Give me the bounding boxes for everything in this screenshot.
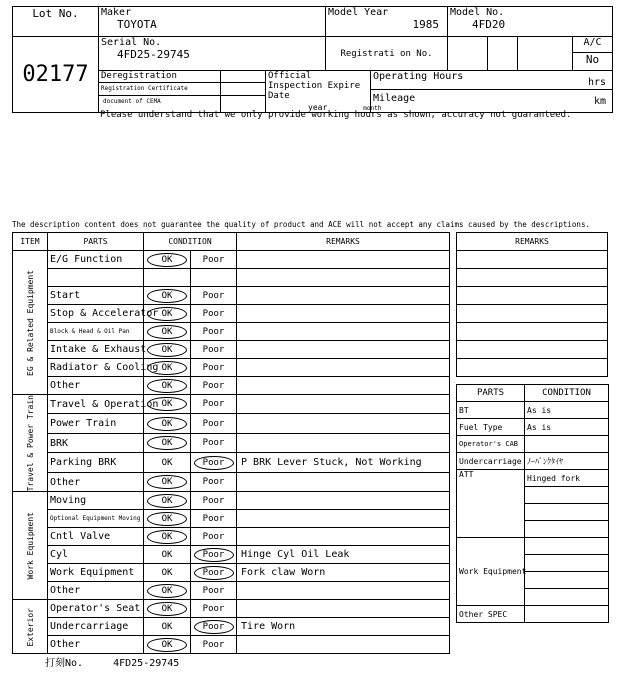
condition-row [13, 359, 450, 377]
remark-cell [237, 341, 450, 359]
remark-cell [237, 414, 450, 433]
vehicle-info-header [12, 6, 613, 113]
circled-condition-option: OK [147, 494, 187, 508]
remark-cell [237, 251, 450, 269]
part-name: Intake & Exhaust [48, 341, 144, 359]
condition-row [13, 287, 450, 305]
remark-cell [237, 636, 450, 654]
condition-ok [144, 636, 191, 654]
side-remarks-row [457, 341, 608, 359]
ac-value: No [585, 53, 600, 66]
serial-no-cell [99, 37, 326, 71]
ac-cell [573, 37, 613, 71]
circled-condition-option: OK [147, 436, 187, 450]
condition-row [13, 564, 450, 582]
condition-row [13, 395, 450, 414]
spec-cond-blank [525, 589, 609, 606]
condition-poor [191, 287, 237, 305]
spec-table [456, 384, 609, 623]
circled-condition-option: OK [147, 397, 187, 411]
condition-ok [144, 546, 191, 564]
condition-ok [144, 341, 191, 359]
spec-cond-blank [525, 572, 609, 589]
side-remarks-row [457, 287, 608, 305]
condition-poor [191, 453, 237, 472]
circled-condition-option: OK [147, 343, 187, 357]
spec-parts-header: PARTS [457, 385, 525, 402]
category-label: EG & Related Equipment [25, 269, 35, 376]
condition-ok [144, 395, 191, 414]
part-name [48, 269, 144, 287]
disclaimer: The description content does not guarantee the quality of product and ACE will not accept any claims caused by the descriptions. [12, 220, 590, 229]
condition-ok [144, 582, 191, 600]
inspection-label: Official Inspection Expire Date [268, 71, 361, 101]
circled-condition-option: OK [147, 638, 187, 652]
spec-cond [525, 538, 609, 555]
condition-ok [144, 287, 191, 305]
model-no-value: 4FD20 [472, 18, 506, 31]
condition-option: Poor [202, 380, 225, 391]
condition-option: Poor [202, 531, 225, 542]
condition-row [13, 414, 450, 433]
condition-ok [144, 472, 191, 492]
condition-option: Poor [202, 362, 225, 373]
condition-row [13, 251, 450, 269]
condition-ok [144, 269, 191, 287]
circled-condition-option: OK [147, 361, 187, 375]
part-name: Block & Head & Oil Pan [48, 323, 144, 341]
condition-option: Poor [202, 603, 225, 614]
condition-option: Poor [202, 477, 225, 488]
condition-option: Poor [202, 344, 225, 355]
condition-row [13, 305, 450, 323]
item-header: ITEM [13, 233, 48, 251]
spec-condition-header: CONDITION [525, 385, 609, 402]
model-no-label: Model No. [450, 7, 505, 18]
condition-ok [144, 453, 191, 472]
registration-box-1 [448, 37, 488, 71]
part-name: Optional Equipment Moving [48, 510, 144, 528]
condition-poor [191, 492, 237, 510]
condition-ok [144, 492, 191, 510]
operating-hours-label: Operating Hours [373, 71, 464, 82]
condition-option: OK [161, 567, 173, 578]
remark-cell [237, 395, 450, 414]
registration-cert-label: Registration Certificate [99, 83, 220, 96]
condition-row [13, 510, 450, 528]
condition-ok [144, 433, 191, 452]
spec-cond-blank [525, 555, 609, 572]
condition-row [13, 618, 450, 636]
deregistration-values [221, 71, 266, 113]
condition-row [13, 269, 450, 287]
condition-poor [191, 305, 237, 323]
model-year-value: 1985 [412, 18, 439, 31]
part-name: Stop & Accelerator [48, 305, 144, 323]
circled-condition-option: OK [147, 417, 187, 431]
spec-cond: Hinged fork [525, 470, 609, 487]
remark-cell: Tire Worn [237, 618, 450, 636]
circled-condition-option: OK [147, 530, 187, 544]
spec-cond-blank [525, 487, 609, 504]
spec-part: ATT [457, 470, 525, 538]
condition-poor [191, 323, 237, 341]
condition-row [13, 546, 450, 564]
model-year-label: Model Year [328, 7, 389, 18]
lot-no-label: Lot No. [13, 7, 99, 37]
month-label: month [363, 105, 382, 112]
condition-option: Poor [202, 495, 225, 506]
side-remarks-row [457, 251, 608, 269]
maker-cell [99, 7, 326, 37]
part-name: Moving [48, 492, 144, 510]
condition-row [13, 377, 450, 395]
serial-no-value: 4FD25-29745 [117, 48, 190, 61]
spec-cond-blank [525, 521, 609, 538]
part-name: Other [48, 377, 144, 395]
circled-condition-option: OK [147, 512, 187, 526]
condition-ok [144, 618, 191, 636]
side-remarks-header: REMARKS [457, 233, 608, 251]
condition-option: OK [161, 621, 173, 632]
spec-cond: As is [525, 419, 609, 436]
condition-row [13, 600, 450, 618]
hours-notice: Please understand that we only provide working hours as shown, accuracy not guaranteed. [100, 110, 572, 120]
maker-value: TOYOTA [117, 18, 157, 31]
part-name: Other [48, 636, 144, 654]
condition-poor [191, 377, 237, 395]
condition-ok [144, 305, 191, 323]
condition-poor [191, 433, 237, 452]
remark-cell: P BRK Lever Stuck, Not Working [237, 453, 450, 472]
spec-cond-blank [525, 504, 609, 521]
condition-poor [191, 472, 237, 492]
serial-no-label: Serial No. [101, 37, 162, 48]
part-name: Cyl [48, 546, 144, 564]
remark-cell [237, 287, 450, 305]
deregistration-cell [99, 71, 221, 113]
circled-condition-option: OK [147, 289, 187, 303]
condition-poor [191, 251, 237, 269]
lot-number: 02177 [13, 37, 99, 113]
spec-cond [525, 606, 609, 623]
condition-ok [144, 528, 191, 546]
hours-mileage-cell [371, 71, 613, 113]
condition-poor [191, 414, 237, 433]
circled-condition-option: Poor [194, 456, 234, 470]
spec-part: Fuel Type [457, 419, 525, 436]
side-remarks-table [456, 232, 608, 377]
side-remarks-row [457, 359, 608, 377]
inspection-cell [266, 71, 382, 113]
condition-option: OK [161, 457, 173, 468]
condition-header: CONDITION [144, 233, 237, 251]
km-label: km [593, 96, 606, 107]
category-label: Work Equipment [25, 512, 35, 580]
side-remarks-row [457, 323, 608, 341]
registration-box-2 [488, 37, 518, 71]
condition-poor [191, 546, 237, 564]
maker-label: Maker [101, 7, 132, 18]
spec-cond: ﾉｰﾊﾟﾝｸﾀｲﾔ [525, 453, 609, 470]
condition-ok [144, 251, 191, 269]
circled-condition-option: OK [147, 307, 187, 321]
condition-poor [191, 618, 237, 636]
remark-cell [237, 323, 450, 341]
part-name: E/G Function [48, 251, 144, 269]
condition-ok [144, 359, 191, 377]
part-name: Power Train [48, 414, 144, 433]
condition-ok [144, 377, 191, 395]
condition-poor [191, 395, 237, 414]
circled-condition-option: Poor [194, 620, 234, 634]
condition-ok [144, 414, 191, 433]
condition-poor [191, 582, 237, 600]
condition-option: Poor [202, 513, 225, 524]
remark-cell [237, 269, 450, 287]
condition-row [13, 453, 450, 472]
circled-condition-option: Poor [194, 548, 234, 562]
part-name: Undercarriage [48, 618, 144, 636]
condition-row [13, 528, 450, 546]
stamp-number [45, 654, 203, 669]
circled-condition-option: OK [147, 584, 187, 598]
condition-option: Poor [202, 326, 225, 337]
part-name: Operator's Seat [48, 600, 144, 618]
part-name: Other [48, 472, 144, 492]
condition-poor [191, 359, 237, 377]
condition-poor [191, 636, 237, 654]
registration-no-label: Registrati on No. [326, 37, 448, 71]
condition-option: Poor [202, 399, 225, 410]
condition-option: Poor [202, 308, 225, 319]
part-name: Cntl Valve [48, 528, 144, 546]
cema-label: document of CEMA [103, 98, 161, 105]
remark-cell [237, 359, 450, 377]
condition-row [13, 433, 450, 452]
spec-part: Undercarriage [457, 453, 525, 470]
remark-cell [237, 305, 450, 323]
mileage-label: Mileage [373, 93, 416, 104]
condition-option: Poor [202, 254, 225, 265]
spec-part: BT [457, 402, 525, 419]
side-remarks-row [457, 305, 608, 323]
condition-poor [191, 564, 237, 582]
condition-option: Poor [202, 290, 225, 301]
part-name: Travel & Operation [48, 395, 144, 414]
hrs-label: hrs [587, 77, 606, 88]
condition-poor [191, 510, 237, 528]
condition-ok [144, 323, 191, 341]
remark-cell [237, 582, 450, 600]
condition-poor [191, 269, 237, 287]
part-name: Other [48, 582, 144, 600]
parts-header: PARTS [48, 233, 144, 251]
condition-ok [144, 564, 191, 582]
condition-poor [191, 528, 237, 546]
condition-option: Poor [202, 418, 225, 429]
condition-row [13, 323, 450, 341]
deregistration-label: Deregistration [99, 71, 220, 83]
remark-cell [237, 600, 450, 618]
part-name: Start [48, 287, 144, 305]
year-label: year [308, 103, 328, 112]
category-label: Exterior [25, 607, 35, 647]
spec-part: Work Equipment [457, 538, 525, 606]
stamp-number-label: 打刻No. [45, 658, 84, 669]
remark-cell [237, 377, 450, 395]
remarks-header: REMARKS [237, 233, 450, 251]
side-remarks-row [457, 269, 608, 287]
circled-condition-option: OK [147, 602, 187, 616]
remark-cell [237, 433, 450, 452]
part-name: Work Equipment [48, 564, 144, 582]
condition-ok [144, 510, 191, 528]
model-year-cell [326, 7, 448, 37]
remark-cell [237, 510, 450, 528]
spec-cond: As is [525, 402, 609, 419]
condition-row [13, 492, 450, 510]
model-no-cell [448, 7, 613, 37]
circled-condition-option: OK [147, 325, 187, 339]
condition-row [13, 582, 450, 600]
circled-condition-option: OK [147, 475, 187, 489]
condition-ok [144, 600, 191, 618]
category-label: Travel & Power Train [25, 395, 35, 492]
part-name: BRK [48, 433, 144, 452]
condition-row [13, 341, 450, 359]
spec-part: Operator's CAB [457, 436, 525, 453]
remark-cell: Hinge Cyl Oil Leak [237, 546, 450, 564]
ac-label: A/C [573, 37, 612, 53]
condition-row [13, 472, 450, 492]
condition-poor [191, 600, 237, 618]
registration-box-3 [518, 37, 573, 71]
spec-cond [525, 436, 609, 453]
part-name: Radiator & Cooling [48, 359, 144, 377]
stamp-number-value: 4FD25-29745 [113, 658, 180, 669]
condition-option: Poor [202, 639, 225, 650]
spec-part: Other SPEC [457, 606, 525, 623]
remark-cell [237, 472, 450, 492]
remark-cell [237, 492, 450, 510]
condition-option: Poor [202, 438, 225, 449]
remark-cell [237, 528, 450, 546]
condition-row [13, 636, 450, 654]
remark-cell: Fork claw Worn [237, 564, 450, 582]
condition-option: OK [161, 549, 173, 560]
condition-option: Poor [202, 585, 225, 596]
condition-table [12, 232, 450, 654]
circled-condition-option: OK [147, 379, 187, 393]
circled-condition-option: OK [147, 253, 187, 267]
circled-condition-option: Poor [194, 566, 234, 580]
part-name: Parking BRK [48, 453, 144, 472]
condition-poor [191, 341, 237, 359]
